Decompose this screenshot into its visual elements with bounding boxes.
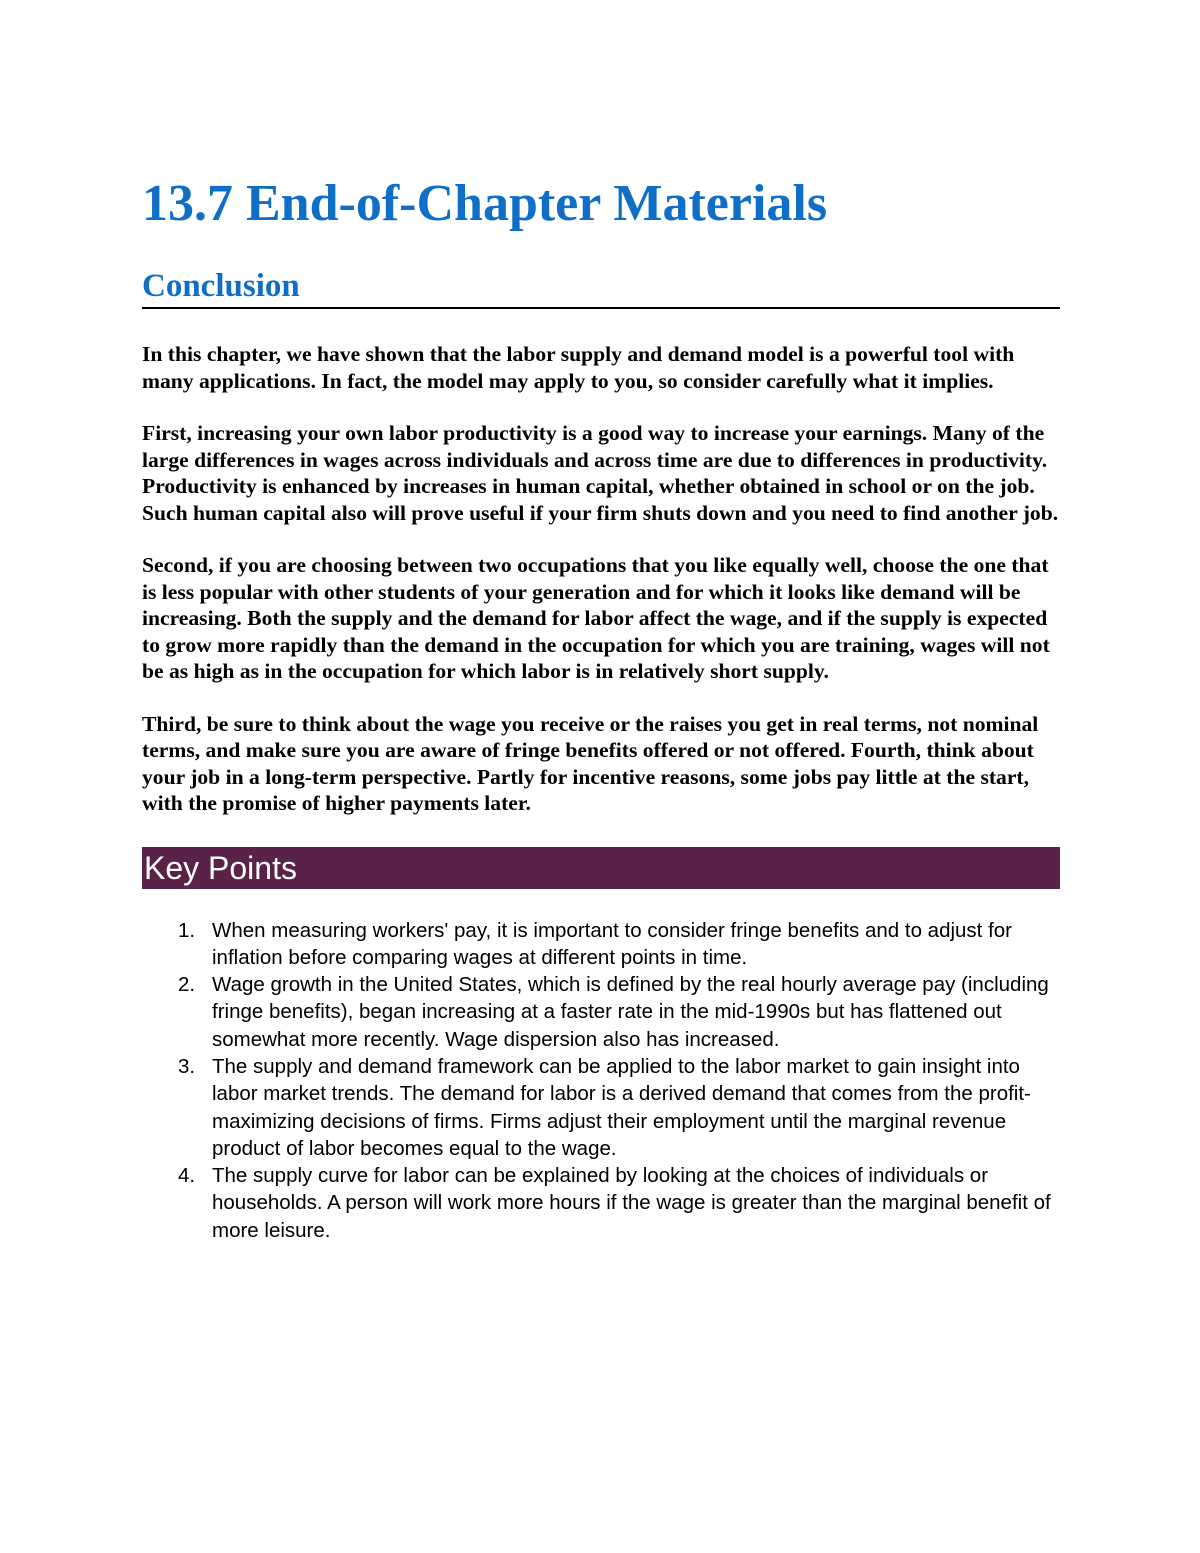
conclusion-paragraph-3: Second, if you are choosing between two occupations that you like equally well, choose the one that is less popular with other students of your generation and for which it looks like demand will be increasing. Both the supply and the demand for labor affect the wage, and if the supply is expected to grow more rapidly than the demand in the occupation for which you are training, wages will not be as high as in the occupation for which labor is in relatively short supply.	[142, 553, 1050, 683]
list-item	[142, 971, 1060, 1053]
conclusion-paragraph-4: Third, be sure to think about the wage you receive or the raises you get in real terms, not nominal terms, and make sure you are aware of fringe benefits offered or not offered. Fourth, think about your job in a long-term perspective. Partly for incentive reasons, some jobs pay little at the start, with the promise of higher payments later.	[142, 711, 1039, 815]
list-item-number: 3.	[178, 1054, 196, 1078]
list-item	[142, 917, 1060, 972]
key-points-heading: Key Points	[144, 849, 297, 886]
list-item-text: When measuring workers' pay, it is important to consider fringe benefits and to adjust for inflation before comparing wages at different points in time.	[212, 918, 1013, 969]
conclusion-paragraph-2: First, increasing your own labor productivity is a good way to increase your earnings. Many of the large differences in wages across individuals and across time are due to differences in productivity. Productivity is enhanced by increases in human capital, whether obtained in school or on the job. Such human capital also will prove useful if your firm shuts down and you need to find another job.	[142, 421, 1059, 525]
list-item	[142, 1162, 1060, 1244]
key-points-banner	[142, 847, 1060, 889]
list-item-number: 2.	[178, 973, 196, 997]
conclusion-heading: Conclusion	[142, 270, 1060, 309]
list-item-text: Wage growth in the United States, which is defined by the real hourly average pay (including fringe benefits), began increasing at a faster rate in the mid-1990s but has flattened out somewhat more recently. Wage dispersion also has increased.	[212, 973, 1049, 1051]
chapter-title: 13.7 End-of-Chapter Materials	[142, 175, 828, 232]
list-item-text: The supply and demand framework can be applied to the labor market to gain insight into labor market trends. The demand for labor is a derived demand that comes from the profit-maximizing decisions of firms. Firms adjust their employment until the marginal revenue product of labor becomes equal to the wage.	[212, 1054, 1031, 1160]
key-points-list	[142, 917, 1060, 1245]
conclusion-paragraph-1: In this chapter, we have shown that the labor supply and demand model is a powerful tool with many applications. In fact, the model may apply to you, so consider carefully what it implies.	[142, 342, 1015, 393]
list-item-text: The supply curve for labor can be explained by looking at the choices of individuals or households. A person will work more hours if the wage is greater than the marginal benefit of more leisure.	[212, 1164, 1051, 1242]
list-item-number: 1.	[178, 918, 196, 942]
document-page	[142, 170, 1060, 1244]
list-item-number: 4.	[178, 1164, 196, 1188]
list-item	[142, 1053, 1060, 1162]
